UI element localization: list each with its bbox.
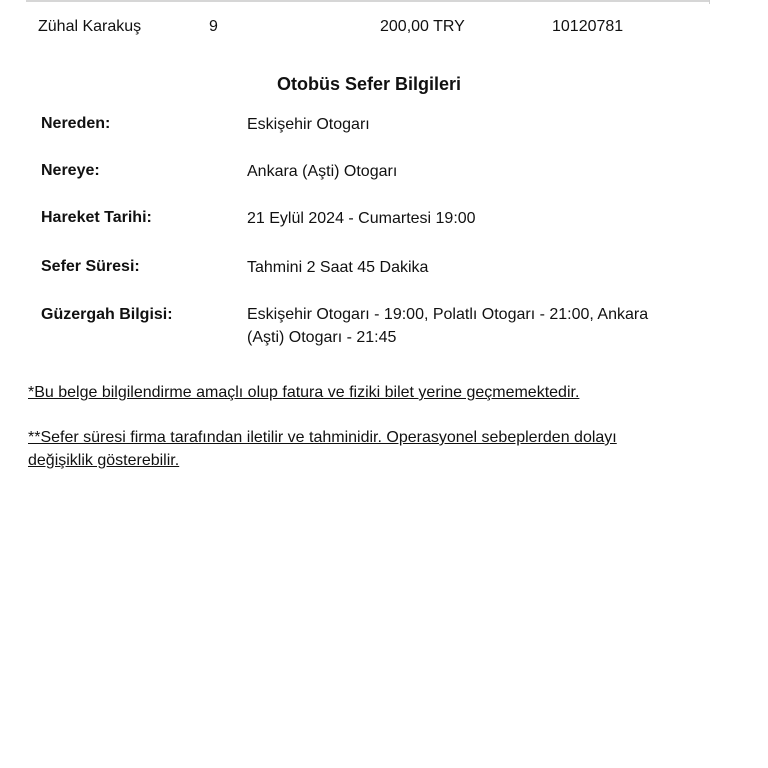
table-border-corner xyxy=(709,0,710,4)
ticket-price: 200,00 TRY xyxy=(380,18,465,35)
to-label: Nereye: xyxy=(41,162,100,179)
passenger-name: Zühal Karakuş xyxy=(38,18,142,35)
table-bottom-border xyxy=(26,0,710,2)
departure-value: 21 Eylül 2024 - Cumartesi 19:00 xyxy=(247,210,476,227)
from-label: Nereden: xyxy=(41,115,111,132)
seat-number: 9 xyxy=(209,18,218,35)
to-value: Ankara (Aşti) Otogarı xyxy=(247,163,398,180)
duration-note: **Sefer süresi firma tarafından iletilir ve tahminidir. Operasyonel sebeplerden dolayı değişiklik gösterebilir. xyxy=(28,429,617,469)
disclaimer-note: *Bu belge bilgilendirme amaçlı olup fatura ve fiziki bilet yerine geçmemektedir. xyxy=(28,384,580,401)
departure-label: Hareket Tarihi: xyxy=(41,209,152,226)
ticket-number: 10120781 xyxy=(552,18,624,35)
duration-value: Tahmini 2 Saat 45 Dakika xyxy=(247,259,429,276)
route-label: Güzergah Bilgisi: xyxy=(41,306,173,323)
from-value: Eskişehir Otogarı xyxy=(247,116,370,133)
section-title: Otobüs Sefer Bilgileri xyxy=(276,74,462,94)
duration-label: Sefer Süresi: xyxy=(41,258,140,275)
route-value: Eskişehir Otogarı - 19:00, Polatlı Otogarı - 21:00, Ankara (Aşti) Otogarı - 21:45 xyxy=(247,306,649,346)
